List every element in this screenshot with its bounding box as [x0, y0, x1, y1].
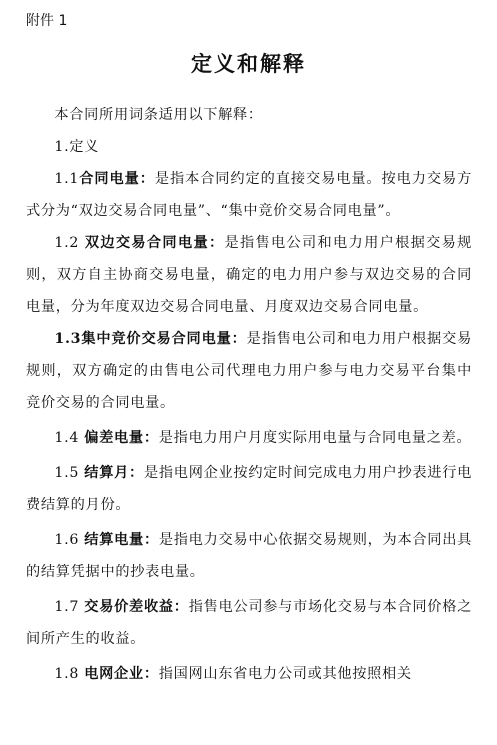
- document-body: [26, 99, 472, 690]
- definition-text: 是指售电公司和电力用户根据交易规则，双方确定的由售电公司代理电力用户参与电力交易平台集中竞价交易的合同电量。: [26, 331, 472, 411]
- definition-text: 是指本合同约定的直接交易电量。按电力交易方式分为“双边交易合同电量”、“集中竞价交易合同电量”。: [26, 171, 472, 219]
- definition-number: 1.5: [54, 465, 85, 481]
- definition-item: [26, 658, 472, 690]
- definition-text: 是指电网企业按约定时间完成电力用户抄表进行电费结算的月份。: [26, 465, 472, 513]
- page-title: 定义和解释: [191, 52, 306, 76]
- definition-number: 1.8: [54, 666, 85, 682]
- definition-number: 1.7: [54, 599, 85, 615]
- definition-text: 是指电力用户月度实际用电量与合同电量之差。: [158, 430, 472, 446]
- definition-term: 结算电量：: [84, 532, 159, 548]
- definition-text: 指国网山东省电力公司或其他按照相关: [158, 666, 412, 682]
- definition-term: 结算月：: [84, 465, 144, 481]
- definition-number: 1.4: [54, 430, 85, 446]
- attachment-label: 附件 1: [26, 13, 68, 29]
- definition-text: 是指售电公司和电力用户根据交易规则，双方自主协商交易电量，确定的电力用户参与双边交易的合同电量，分为年度双边交易合同电量、月度双边交易合同电量。: [26, 235, 473, 315]
- definition-text: 指售电公司参与市场化交易与本合同价格之间所产生的收益。: [26, 599, 472, 647]
- definition-term: 集中竞价交易合同电量：: [81, 331, 247, 347]
- definition-item: [26, 422, 472, 454]
- definition-term: 双边交易合同电量：: [84, 235, 225, 251]
- definition-term: 偏差电量：: [84, 430, 159, 446]
- definition-term: 电网企业：: [84, 666, 159, 682]
- definition-text: 是指电力交易中心依据交易规则，为本合同出具的结算凭据中的抄表电量。: [26, 532, 472, 580]
- definition-number: 1.1: [54, 171, 80, 187]
- definition-term: 合同电量：: [79, 171, 155, 187]
- definition-term: 交易价差收益：: [84, 599, 189, 615]
- definition-number: 1.2: [54, 235, 85, 251]
- definition-item: [26, 323, 472, 419]
- definition-item: [26, 524, 472, 588]
- intro-paragraph: 本合同所用词条适用以下解释：: [54, 107, 263, 123]
- section-heading: 1.定义: [54, 139, 100, 155]
- definition-item: [26, 163, 472, 227]
- definition-item: [26, 457, 472, 521]
- definition-item: [26, 591, 472, 655]
- definition-item: [26, 227, 472, 323]
- definition-number: 1.6: [54, 532, 85, 548]
- definition-number: 1.3: [54, 331, 82, 347]
